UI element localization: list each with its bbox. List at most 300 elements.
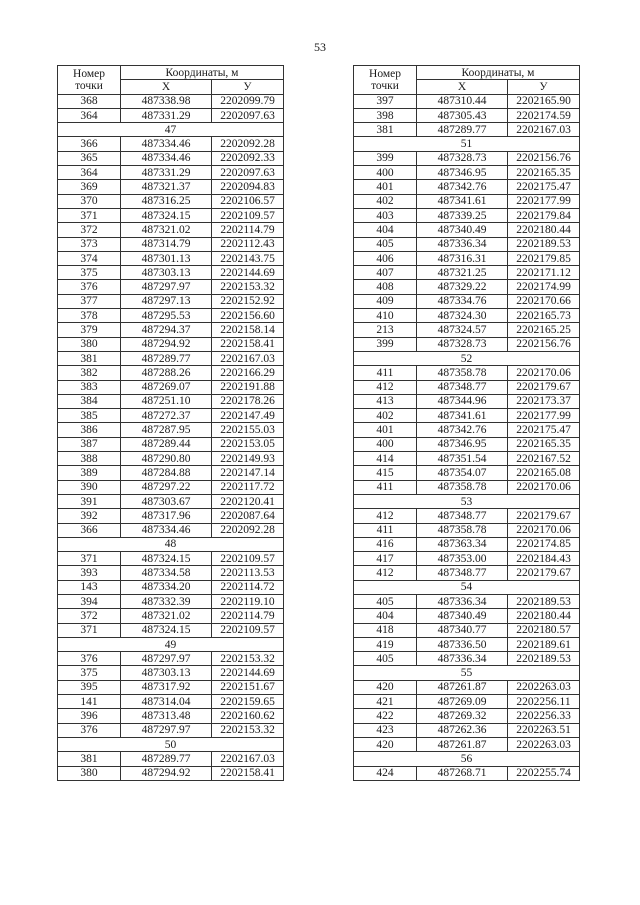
point-number-cell: 372 bbox=[58, 223, 121, 237]
point-number-cell: 422 bbox=[354, 709, 417, 723]
table-row bbox=[58, 566, 284, 580]
table-row bbox=[58, 437, 284, 451]
y-coordinate-cell: 2202170.06 bbox=[508, 523, 580, 537]
y-coordinate-cell: 2202097.63 bbox=[212, 166, 284, 180]
point-number-cell: 380 bbox=[58, 766, 121, 780]
table-row bbox=[354, 94, 580, 108]
x-coordinate-cell: 487331.29 bbox=[121, 166, 212, 180]
point-number-cell: 411 bbox=[354, 523, 417, 537]
table-row bbox=[354, 609, 580, 623]
table-row bbox=[354, 437, 580, 451]
x-coordinate-cell: 487341.61 bbox=[417, 409, 508, 423]
y-coordinate-cell: 2202153.32 bbox=[212, 280, 284, 294]
point-number-cell: 387 bbox=[58, 437, 121, 451]
table-row bbox=[58, 466, 284, 480]
right-table-body bbox=[354, 94, 580, 780]
table-row bbox=[354, 380, 580, 394]
y-coordinate-cell: 2202170.06 bbox=[508, 366, 580, 380]
point-number-cell: 391 bbox=[58, 494, 121, 508]
y-coordinate-cell: 2202156.60 bbox=[212, 309, 284, 323]
table-row bbox=[354, 208, 580, 222]
point-number-cell: 384 bbox=[58, 394, 121, 408]
y-coordinate-cell: 2202256.33 bbox=[508, 709, 580, 723]
x-coordinate-cell: 487289.77 bbox=[417, 123, 508, 137]
table-row bbox=[354, 695, 580, 709]
table-row bbox=[58, 609, 284, 623]
x-coordinate-cell: 487269.32 bbox=[417, 709, 508, 723]
x-coordinate-cell: 487313.48 bbox=[121, 709, 212, 723]
y-coordinate-cell: 2202143.75 bbox=[212, 251, 284, 265]
x-coordinate-cell: 487344.96 bbox=[417, 394, 508, 408]
y-coordinate-cell: 2202167.03 bbox=[212, 351, 284, 365]
x-coordinate-cell: 487314.79 bbox=[121, 237, 212, 251]
y-coordinate-cell: 2202158.41 bbox=[212, 766, 284, 780]
table-row bbox=[354, 523, 580, 537]
point-number-cell: 420 bbox=[354, 680, 417, 694]
table-row bbox=[58, 652, 284, 666]
table-row bbox=[354, 723, 580, 737]
x-coordinate-cell: 487328.73 bbox=[417, 337, 508, 351]
table-row bbox=[354, 637, 580, 651]
coordinates-table-left bbox=[57, 65, 284, 781]
left-table-body bbox=[58, 94, 284, 780]
y-coordinate-cell: 2202153.05 bbox=[212, 437, 284, 451]
table-row bbox=[354, 123, 580, 137]
x-coordinate-cell: 487328.73 bbox=[417, 151, 508, 165]
x-coordinate-cell: 487348.77 bbox=[417, 566, 508, 580]
point-number-cell: 382 bbox=[58, 366, 121, 380]
y-coordinate-cell: 2202177.99 bbox=[508, 194, 580, 208]
table-row bbox=[354, 737, 580, 751]
point-number-cell: 385 bbox=[58, 409, 121, 423]
x-coordinate-cell: 487288.26 bbox=[121, 366, 212, 380]
y-coordinate-cell: 2202171.12 bbox=[508, 266, 580, 280]
x-coordinate-cell: 487336.50 bbox=[417, 637, 508, 651]
y-coordinate-cell: 2202167.52 bbox=[508, 452, 580, 466]
x-coordinate-cell: 487331.29 bbox=[121, 108, 212, 122]
y-coordinate-cell: 2202175.47 bbox=[508, 423, 580, 437]
point-number-cell: 375 bbox=[58, 266, 121, 280]
y-coordinate-cell: 2202189.61 bbox=[508, 637, 580, 651]
x-coordinate-cell: 487316.25 bbox=[121, 194, 212, 208]
y-coordinate-cell: 2202165.73 bbox=[508, 309, 580, 323]
point-number-header-line1: Номер bbox=[369, 67, 401, 80]
x-coordinate-cell: 487289.77 bbox=[121, 351, 212, 365]
point-number-cell: 376 bbox=[58, 723, 121, 737]
contour-number: 50 bbox=[58, 737, 284, 751]
y-coordinate-cell: 2202099.79 bbox=[212, 94, 284, 108]
x-coordinate-cell: 487262.36 bbox=[417, 723, 508, 737]
table-row bbox=[354, 151, 580, 165]
table-row bbox=[354, 223, 580, 237]
coordinates-header: Координаты, м bbox=[121, 66, 284, 80]
table-row bbox=[58, 752, 284, 766]
point-number-header bbox=[58, 66, 121, 95]
y-coordinate-cell: 2202175.47 bbox=[508, 180, 580, 194]
x-coordinate-cell: 487324.57 bbox=[417, 323, 508, 337]
y-coordinate-cell: 2202156.76 bbox=[508, 337, 580, 351]
x-coordinate-cell: 487321.02 bbox=[121, 223, 212, 237]
x-coordinate-cell: 487324.15 bbox=[121, 552, 212, 566]
point-number-cell: 366 bbox=[58, 523, 121, 537]
contour-section-row bbox=[354, 494, 580, 508]
y-coordinate-cell: 2202174.59 bbox=[508, 108, 580, 122]
point-number-cell: 412 bbox=[354, 509, 417, 523]
table-row bbox=[354, 194, 580, 208]
table-row bbox=[58, 194, 284, 208]
point-number-cell: 381 bbox=[58, 351, 121, 365]
coordinates-header: Координаты, м bbox=[417, 66, 580, 80]
point-number-cell: 383 bbox=[58, 380, 121, 394]
y-coordinate-cell: 2202106.57 bbox=[212, 194, 284, 208]
table-row bbox=[354, 280, 580, 294]
table-row bbox=[354, 452, 580, 466]
point-number-cell: 406 bbox=[354, 251, 417, 265]
y-coordinate-cell: 2202152.92 bbox=[212, 294, 284, 308]
x-coordinate-cell: 487348.77 bbox=[417, 380, 508, 394]
point-number-cell: 400 bbox=[354, 437, 417, 451]
x-coordinate-cell: 487272.37 bbox=[121, 409, 212, 423]
table-row bbox=[58, 137, 284, 151]
point-number-cell: 403 bbox=[354, 208, 417, 222]
point-number-cell: 393 bbox=[58, 566, 121, 580]
point-number-cell: 141 bbox=[58, 695, 121, 709]
contour-number: 51 bbox=[354, 137, 580, 151]
table-row bbox=[58, 294, 284, 308]
y-coordinate-cell: 2202177.99 bbox=[508, 409, 580, 423]
point-number-cell: 413 bbox=[354, 394, 417, 408]
point-number-cell: 388 bbox=[58, 452, 121, 466]
point-number-cell: 405 bbox=[354, 237, 417, 251]
contour-section-row bbox=[58, 637, 284, 651]
point-number-cell: 377 bbox=[58, 294, 121, 308]
point-number-cell: 405 bbox=[354, 594, 417, 608]
x-coordinate-cell: 487297.22 bbox=[121, 480, 212, 494]
point-number-cell: 397 bbox=[354, 94, 417, 108]
point-number-cell: 394 bbox=[58, 594, 121, 608]
y-coordinate-cell: 2202165.35 bbox=[508, 166, 580, 180]
point-number-cell: 376 bbox=[58, 652, 121, 666]
x-coordinate-cell: 487348.77 bbox=[417, 509, 508, 523]
point-number-cell: 371 bbox=[58, 552, 121, 566]
point-number-cell: 396 bbox=[58, 709, 121, 723]
point-number-cell: 419 bbox=[354, 637, 417, 651]
y-coordinate-cell: 2202184.43 bbox=[508, 552, 580, 566]
point-number-cell: 402 bbox=[354, 409, 417, 423]
point-number-cell: 412 bbox=[354, 566, 417, 580]
x-coordinate-cell: 487301.13 bbox=[121, 251, 212, 265]
point-number-cell: 411 bbox=[354, 366, 417, 380]
x-coordinate-cell: 487321.25 bbox=[417, 266, 508, 280]
x-coordinate-cell: 487363.34 bbox=[417, 537, 508, 551]
contour-number: 55 bbox=[354, 666, 580, 680]
y-coordinate-cell: 2202173.37 bbox=[508, 394, 580, 408]
point-number-cell: 418 bbox=[354, 623, 417, 637]
point-number-cell: 399 bbox=[354, 151, 417, 165]
table-row bbox=[354, 709, 580, 723]
y-coordinate-cell: 2202156.76 bbox=[508, 151, 580, 165]
x-coordinate-cell: 487339.25 bbox=[417, 208, 508, 222]
table-row bbox=[354, 594, 580, 608]
table-row bbox=[58, 309, 284, 323]
y-coordinate-cell: 2202167.03 bbox=[508, 123, 580, 137]
contour-section-row bbox=[354, 666, 580, 680]
point-number-header-line2: точки bbox=[75, 79, 103, 92]
x-coordinate-cell: 487297.97 bbox=[121, 723, 212, 737]
x-coordinate-cell: 487303.67 bbox=[121, 494, 212, 508]
point-number-header-line2: точки bbox=[371, 79, 399, 92]
point-number-cell: 421 bbox=[354, 695, 417, 709]
x-coordinate-cell: 487353.00 bbox=[417, 552, 508, 566]
y-coordinate-cell: 2202165.35 bbox=[508, 437, 580, 451]
x-coordinate-cell: 487324.30 bbox=[417, 309, 508, 323]
y-coordinate-cell: 2202120.41 bbox=[212, 494, 284, 508]
y-coordinate-cell: 2202087.64 bbox=[212, 509, 284, 523]
table-row bbox=[354, 423, 580, 437]
y-coordinate-cell: 2202119.10 bbox=[212, 594, 284, 608]
table-row bbox=[354, 394, 580, 408]
table-row bbox=[354, 294, 580, 308]
table-row bbox=[58, 552, 284, 566]
point-number-cell: 408 bbox=[354, 280, 417, 294]
table-row bbox=[58, 523, 284, 537]
y-coordinate-cell: 2202263.03 bbox=[508, 737, 580, 751]
point-number-cell: 415 bbox=[354, 466, 417, 480]
table-row bbox=[58, 623, 284, 637]
table-row bbox=[58, 223, 284, 237]
contour-section-row bbox=[354, 351, 580, 365]
x-coordinate-cell: 487294.92 bbox=[121, 337, 212, 351]
table-row bbox=[58, 494, 284, 508]
contour-section-row bbox=[354, 752, 580, 766]
y-coordinate-cell: 2202114.79 bbox=[212, 223, 284, 237]
point-number-cell: 370 bbox=[58, 194, 121, 208]
table-row bbox=[58, 580, 284, 594]
y-coordinate-cell: 2202174.99 bbox=[508, 280, 580, 294]
x-coordinate-cell: 487289.77 bbox=[121, 752, 212, 766]
y-coordinate-cell: 2202180.44 bbox=[508, 609, 580, 623]
table-row bbox=[58, 695, 284, 709]
point-number-cell: 402 bbox=[354, 194, 417, 208]
table-row bbox=[58, 151, 284, 165]
page-number: 53 bbox=[314, 40, 326, 54]
y-header: У bbox=[212, 80, 284, 94]
x-coordinate-cell: 487346.95 bbox=[417, 166, 508, 180]
point-number-cell: 371 bbox=[58, 623, 121, 637]
point-number-cell: 364 bbox=[58, 166, 121, 180]
x-coordinate-cell: 487336.34 bbox=[417, 652, 508, 666]
y-coordinate-cell: 2202174.85 bbox=[508, 537, 580, 551]
point-number-header-line1: Номер bbox=[73, 67, 105, 80]
table-row bbox=[58, 366, 284, 380]
y-coordinate-cell: 2202189.53 bbox=[508, 594, 580, 608]
table-row bbox=[58, 251, 284, 265]
point-number-cell: 409 bbox=[354, 294, 417, 308]
point-number-cell: 417 bbox=[354, 552, 417, 566]
x-coordinate-cell: 487305.43 bbox=[417, 108, 508, 122]
table-row bbox=[58, 351, 284, 365]
contour-section-row bbox=[354, 137, 580, 151]
table-row bbox=[354, 623, 580, 637]
point-number-cell: 371 bbox=[58, 208, 121, 222]
x-coordinate-cell: 487354.07 bbox=[417, 466, 508, 480]
point-number-cell: 372 bbox=[58, 609, 121, 623]
point-number-cell: 364 bbox=[58, 108, 121, 122]
y-coordinate-cell: 2202180.44 bbox=[508, 223, 580, 237]
table-row bbox=[354, 180, 580, 194]
point-number-cell: 389 bbox=[58, 466, 121, 480]
table-row bbox=[58, 280, 284, 294]
point-number-cell: 414 bbox=[354, 452, 417, 466]
y-coordinate-cell: 2202094.83 bbox=[212, 180, 284, 194]
table-row bbox=[58, 208, 284, 222]
x-coordinate-cell: 487294.37 bbox=[121, 323, 212, 337]
point-number-cell: 381 bbox=[354, 123, 417, 137]
x-coordinate-cell: 487332.39 bbox=[121, 594, 212, 608]
y-coordinate-cell: 2202179.67 bbox=[508, 380, 580, 394]
y-coordinate-cell: 2202092.28 bbox=[212, 137, 284, 151]
y-coordinate-cell: 2202170.06 bbox=[508, 480, 580, 494]
x-coordinate-cell: 487358.78 bbox=[417, 366, 508, 380]
table-row bbox=[58, 266, 284, 280]
point-number-cell: 375 bbox=[58, 666, 121, 680]
point-number-cell: 365 bbox=[58, 151, 121, 165]
x-coordinate-cell: 487289.44 bbox=[121, 437, 212, 451]
y-coordinate-cell: 2202112.43 bbox=[212, 237, 284, 251]
x-coordinate-cell: 487284.88 bbox=[121, 466, 212, 480]
x-coordinate-cell: 487340.49 bbox=[417, 223, 508, 237]
x-coordinate-cell: 487324.15 bbox=[121, 208, 212, 222]
point-number-cell: 381 bbox=[58, 752, 121, 766]
point-number-cell: 369 bbox=[58, 180, 121, 194]
y-coordinate-cell: 2202158.14 bbox=[212, 323, 284, 337]
point-number-cell: 398 bbox=[354, 108, 417, 122]
x-coordinate-cell: 487303.13 bbox=[121, 666, 212, 680]
contour-section-row bbox=[58, 123, 284, 137]
x-coordinate-cell: 487324.15 bbox=[121, 623, 212, 637]
point-number-cell: 400 bbox=[354, 166, 417, 180]
table-row bbox=[354, 480, 580, 494]
table-row bbox=[354, 251, 580, 265]
x-coordinate-cell: 487338.98 bbox=[121, 94, 212, 108]
table-row bbox=[354, 652, 580, 666]
contour-number: 49 bbox=[58, 637, 284, 651]
table-row bbox=[58, 594, 284, 608]
x-coordinate-cell: 487314.04 bbox=[121, 695, 212, 709]
x-coordinate-cell: 487295.53 bbox=[121, 309, 212, 323]
table-row bbox=[58, 380, 284, 394]
point-number-cell: 386 bbox=[58, 423, 121, 437]
x-coordinate-cell: 487346.95 bbox=[417, 437, 508, 451]
x-coordinate-cell: 487336.34 bbox=[417, 594, 508, 608]
table-row bbox=[354, 409, 580, 423]
x-coordinate-cell: 487310.44 bbox=[417, 94, 508, 108]
y-coordinate-cell: 2202144.69 bbox=[212, 666, 284, 680]
x-coordinate-cell: 487334.46 bbox=[121, 137, 212, 151]
point-number-cell: 373 bbox=[58, 237, 121, 251]
x-header: X bbox=[417, 80, 508, 94]
x-coordinate-cell: 487261.87 bbox=[417, 680, 508, 694]
x-coordinate-cell: 487358.78 bbox=[417, 480, 508, 494]
point-number-cell: 143 bbox=[58, 580, 121, 594]
x-coordinate-cell: 487334.46 bbox=[121, 151, 212, 165]
contour-number: 47 bbox=[58, 123, 284, 137]
table-row bbox=[58, 509, 284, 523]
table-row bbox=[58, 237, 284, 251]
table-row bbox=[58, 409, 284, 423]
contour-section-row bbox=[58, 737, 284, 751]
y-coordinate-cell: 2202191.88 bbox=[212, 380, 284, 394]
x-coordinate-cell: 487269.09 bbox=[417, 695, 508, 709]
x-coordinate-cell: 487329.22 bbox=[417, 280, 508, 294]
x-coordinate-cell: 487261.87 bbox=[417, 737, 508, 751]
point-number-cell: 416 bbox=[354, 537, 417, 551]
x-coordinate-cell: 487342.76 bbox=[417, 180, 508, 194]
point-number-cell: 392 bbox=[58, 509, 121, 523]
point-number-cell: 366 bbox=[58, 137, 121, 151]
table-row bbox=[354, 680, 580, 694]
point-number-cell: 213 bbox=[354, 323, 417, 337]
x-coordinate-cell: 487290.80 bbox=[121, 452, 212, 466]
x-coordinate-cell: 487294.92 bbox=[121, 766, 212, 780]
contour-section-row bbox=[354, 580, 580, 594]
point-number-cell: 399 bbox=[354, 337, 417, 351]
table-row bbox=[354, 466, 580, 480]
point-number-cell: 404 bbox=[354, 609, 417, 623]
y-coordinate-cell: 2202167.03 bbox=[212, 752, 284, 766]
table-row bbox=[58, 394, 284, 408]
y-coordinate-cell: 2202153.32 bbox=[212, 652, 284, 666]
x-coordinate-cell: 487340.77 bbox=[417, 623, 508, 637]
point-number-cell: 405 bbox=[354, 652, 417, 666]
x-coordinate-cell: 487321.37 bbox=[121, 180, 212, 194]
table-row bbox=[354, 337, 580, 351]
y-coordinate-cell: 2202160.62 bbox=[212, 709, 284, 723]
point-number-cell: 423 bbox=[354, 723, 417, 737]
coordinates-table-right bbox=[353, 65, 580, 781]
table-row bbox=[58, 723, 284, 737]
y-coordinate-cell: 2202180.57 bbox=[508, 623, 580, 637]
y-coordinate-cell: 2202158.41 bbox=[212, 337, 284, 351]
table-row bbox=[58, 166, 284, 180]
y-coordinate-cell: 2202147.14 bbox=[212, 466, 284, 480]
y-coordinate-cell: 2202165.90 bbox=[508, 94, 580, 108]
y-coordinate-cell: 2202149.93 bbox=[212, 452, 284, 466]
table-row bbox=[354, 766, 580, 780]
y-coordinate-cell: 2202165.25 bbox=[508, 323, 580, 337]
x-coordinate-cell: 487358.78 bbox=[417, 523, 508, 537]
table-row bbox=[58, 108, 284, 122]
x-coordinate-cell: 487297.97 bbox=[121, 280, 212, 294]
point-number-cell: 404 bbox=[354, 223, 417, 237]
point-number-cell: 420 bbox=[354, 737, 417, 751]
y-coordinate-cell: 2202109.57 bbox=[212, 623, 284, 637]
point-number-cell: 376 bbox=[58, 280, 121, 294]
x-coordinate-cell: 487340.49 bbox=[417, 609, 508, 623]
table-row bbox=[354, 323, 580, 337]
x-coordinate-cell: 487268.71 bbox=[417, 766, 508, 780]
y-coordinate-cell: 2202178.26 bbox=[212, 394, 284, 408]
point-number-cell: 410 bbox=[354, 309, 417, 323]
y-coordinate-cell: 2202179.85 bbox=[508, 251, 580, 265]
x-coordinate-cell: 487334.76 bbox=[417, 294, 508, 308]
x-coordinate-cell: 487334.46 bbox=[121, 523, 212, 537]
point-number-cell: 380 bbox=[58, 337, 121, 351]
x-coordinate-cell: 487316.31 bbox=[417, 251, 508, 265]
y-coordinate-cell: 2202151.67 bbox=[212, 680, 284, 694]
y-coordinate-cell: 2202114.72 bbox=[212, 580, 284, 594]
point-number-cell: 407 bbox=[354, 266, 417, 280]
